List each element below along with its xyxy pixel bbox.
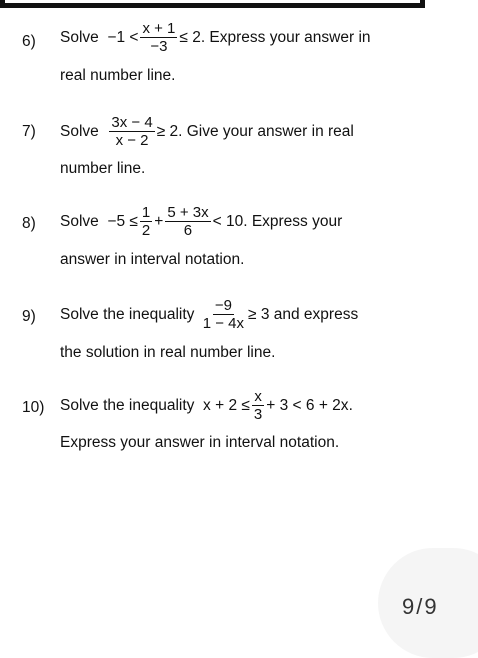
instruction-text: . Express your bbox=[243, 212, 343, 230]
solve-word: Solve bbox=[60, 122, 99, 140]
fraction-half bbox=[140, 204, 152, 239]
question-line-2: the solution in real number line. bbox=[60, 344, 276, 361]
expression-left: −5 ≤ bbox=[107, 212, 138, 230]
fraction bbox=[201, 297, 246, 332]
question-line bbox=[60, 20, 448, 55]
denominator: −3 bbox=[150, 38, 168, 55]
solve-word: Solve bbox=[60, 212, 99, 230]
fraction bbox=[109, 114, 154, 149]
question-line bbox=[60, 204, 448, 239]
instruction-text: . Express your answer in bbox=[200, 28, 371, 46]
fraction bbox=[165, 204, 210, 239]
numerator: 3x − 4 bbox=[111, 114, 153, 131]
solve-word: Solve bbox=[60, 28, 99, 46]
page-indicator: 9/9 bbox=[402, 594, 439, 619]
question-number: 7) bbox=[22, 123, 36, 140]
denominator: 2 bbox=[141, 222, 151, 239]
question-line bbox=[60, 297, 448, 332]
question-line bbox=[60, 114, 448, 149]
fraction bbox=[140, 20, 177, 55]
expression-left: x + 2 ≤ bbox=[203, 396, 250, 414]
denominator: 3 bbox=[253, 406, 263, 423]
denominator: x − 2 bbox=[115, 132, 149, 149]
instruction-text: and express bbox=[273, 305, 359, 323]
numerator: −9 bbox=[214, 297, 232, 314]
expression-right: ≥ 2 bbox=[156, 122, 179, 140]
expression-right: ≥ 3 bbox=[248, 305, 270, 323]
expression-left: −1 < bbox=[107, 28, 139, 46]
expression-right: + 3 < 6 + 2x bbox=[266, 396, 349, 414]
numerator: x bbox=[254, 388, 262, 405]
question-line bbox=[60, 388, 448, 423]
question-number: 8) bbox=[22, 215, 36, 232]
lead-text: Solve the inequality bbox=[60, 305, 195, 323]
denominator: 1 − 4x bbox=[202, 315, 245, 332]
numerator: 5 + 3x bbox=[167, 204, 209, 221]
question-line-2: answer in interval notation. bbox=[60, 251, 245, 268]
expression-right: ≤ 2 bbox=[179, 28, 201, 46]
question-line-2: Express your answer in interval notation. bbox=[60, 434, 340, 451]
numerator: 1 bbox=[141, 204, 151, 221]
period: . bbox=[348, 396, 353, 414]
plus-sign: + bbox=[154, 212, 164, 230]
question-number: 10) bbox=[22, 399, 45, 416]
question-number: 6) bbox=[22, 33, 36, 50]
fraction bbox=[252, 388, 264, 423]
question-number: 9) bbox=[22, 308, 36, 325]
lead-text: Solve the inequality bbox=[60, 396, 195, 414]
numerator: x + 1 bbox=[142, 20, 176, 37]
instruction-text: . Give your answer in real bbox=[178, 122, 354, 140]
question-line-2: real number line. bbox=[60, 67, 176, 84]
question-line-2: number line. bbox=[60, 160, 146, 177]
expression-right: < 10 bbox=[212, 212, 244, 230]
top-frame-border bbox=[0, 0, 425, 8]
denominator: 6 bbox=[183, 222, 193, 239]
